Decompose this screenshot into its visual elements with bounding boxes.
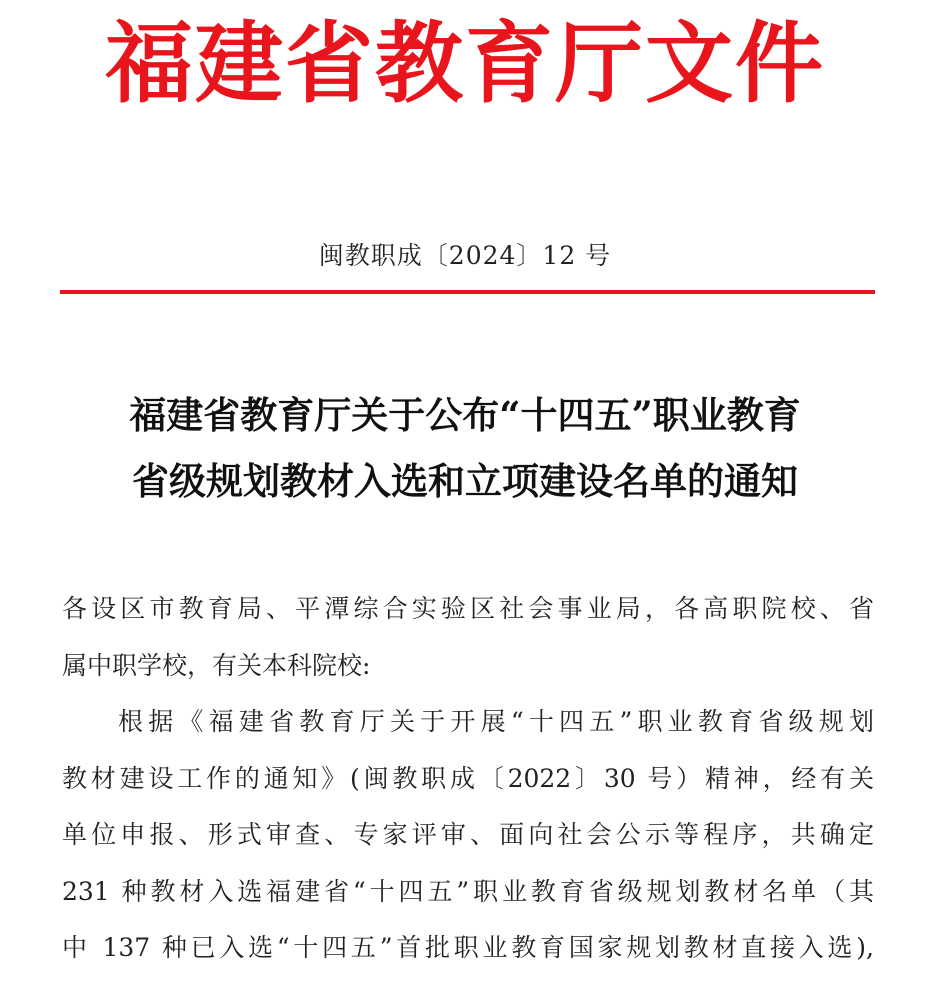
body-line: 根据《福建省教育厅关于开展“十四五”职业教育省级规划 bbox=[118, 707, 874, 736]
body-line-addressee: 属中职学校，有关本科院校: bbox=[62, 650, 371, 680]
masthead-title: 福建省教育厅文件 bbox=[104, 11, 825, 115]
notice-title-line: 福建省教育厅关于公布“十四五”职业教育 bbox=[129, 393, 801, 437]
body-line: 单位申报、形式审查、专家评审、面向社会公示等程序，共确定 bbox=[62, 820, 874, 849]
document-number: 闽教职成〔2024〕12 号 bbox=[318, 241, 612, 270]
body-line: 中 137 种已入选“十四五”首批职业教育国家规划教材直接入选), bbox=[62, 933, 874, 962]
body-line: 231 种教材入选福建省“十四五”职业教育省级规划教材名单（其 bbox=[62, 876, 874, 906]
body-line: 教材建设工作的通知》(闽教职成〔2022〕30 号）精神，经有关 bbox=[62, 763, 874, 793]
notice-title-line: 省级规划教材入选和立项建设名单的通知 bbox=[132, 459, 798, 503]
body-line-addressee: 各设区市教育局、平潭综合实验区社会事业局，各高职院校、省 bbox=[62, 594, 874, 623]
notice-body bbox=[62, 581, 874, 977]
red-divider-line bbox=[60, 290, 875, 294]
notice-title bbox=[0, 382, 930, 514]
